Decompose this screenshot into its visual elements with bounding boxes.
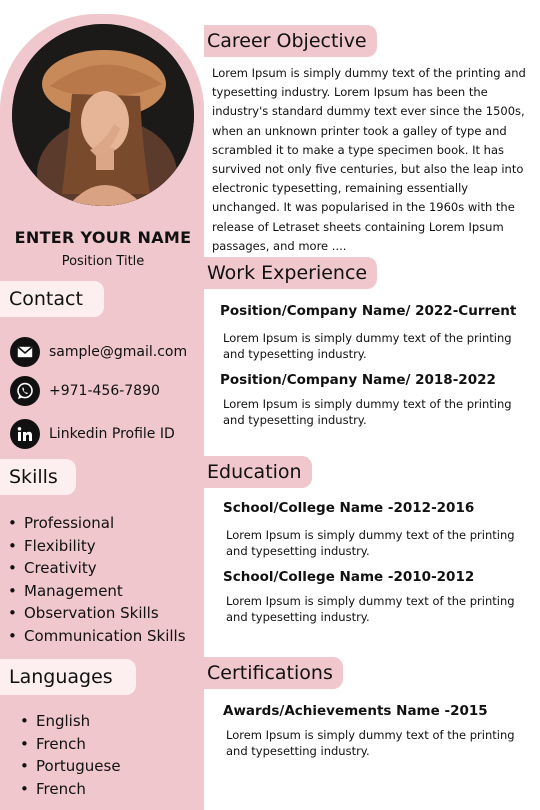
education-entry-title: School/College Name -2012-2016 [223, 500, 475, 516]
career-objective-text: Lorem Ipsum is simply dummy text of the printing and typesetting industry. Lorem Ipsum has been the industry's standard dummy text ever since the 1500s, when an unknown printer took a galley of type and scrambled it to make a type specimen book. It has survived not only five centuries, but also the leap into electronic typesetting, remaining essentially unchanged. It was popularised in the 1960s with the release of Letraset sheets containing Lorem Ipsum passages, and more .... [212, 66, 526, 253]
contact-email-row[interactable] [10, 337, 187, 367]
list-item: • Portuguese [20, 755, 121, 778]
candidate-name: ENTER YOUR NAME [14, 228, 192, 247]
skills-heading: Skills [0, 459, 76, 495]
work-entry-title: Position/Company Name/ 2018-2022 [220, 372, 496, 388]
list-item: • Communication Skills [8, 625, 186, 648]
certifications-heading: Certifications [204, 657, 343, 689]
linkedin-icon [10, 419, 40, 449]
skills-list [8, 512, 186, 647]
list-item: • Flexibility [8, 535, 186, 558]
certification-entry-title: Awards/Achievements Name -2015 [223, 703, 488, 719]
work-experience-heading: Work Experience [204, 257, 377, 289]
languages-list [20, 710, 121, 800]
contact-phone: +971-456-7890 [49, 383, 160, 399]
contact-heading: Contact [0, 281, 104, 317]
whatsapp-icon [10, 376, 40, 406]
position-title: Position Title [61, 254, 145, 269]
list-item: • Observation Skills [8, 602, 186, 625]
work-entry-title: Position/Company Name/ 2022-Current [220, 303, 517, 319]
career-objective-heading: Career Objective [204, 25, 377, 57]
list-item: • Management [8, 580, 186, 603]
contact-email: sample@gmail.com [49, 344, 188, 360]
certification-entry-text: Lorem Ipsum is simply dummy text of the printing and typesetting industry. [226, 728, 515, 758]
education-heading: Education [204, 456, 312, 488]
email-icon [10, 337, 40, 367]
list-item: • Professional [8, 512, 186, 535]
profile-photo [12, 24, 194, 206]
contact-linkedin-row[interactable] [10, 419, 175, 449]
education-entry-text: Lorem Ipsum is simply dummy text of the printing and typesetting industry. [226, 594, 515, 624]
list-item: • English [20, 710, 121, 733]
languages-heading: Languages [0, 659, 136, 695]
list-item: • Creativity [8, 557, 186, 580]
work-entry-text: Lorem Ipsum is simply dummy text of the printing and typesetting industry. [223, 397, 512, 427]
contact-linkedin: Linkedin Profile ID [49, 426, 175, 442]
list-item: • French [20, 778, 121, 801]
list-item: • French [20, 733, 121, 756]
education-entry-title: School/College Name -2010-2012 [223, 569, 475, 585]
work-entry-text: Lorem Ipsum is simply dummy text of the printing and typesetting industry. [223, 331, 512, 361]
education-entry-text: Lorem Ipsum is simply dummy text of the printing and typesetting industry. [226, 528, 515, 558]
contact-phone-row[interactable] [10, 376, 160, 406]
